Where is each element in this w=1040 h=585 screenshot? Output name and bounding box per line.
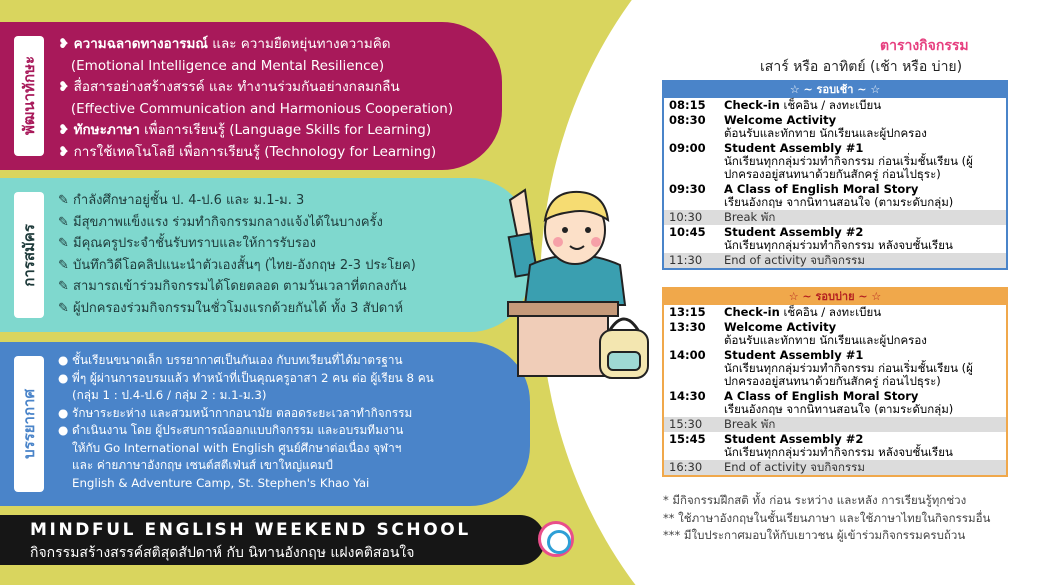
- schedule-time: 15:30: [669, 417, 703, 431]
- schedule-event-title: Check-in: [724, 98, 780, 112]
- list-item: และ ค่ายภาษาอังกฤษ เซนต์สตีเฟ่นส์ เขาใหญ่แคมป์: [72, 458, 333, 472]
- schedule-event: [724, 183, 1006, 209]
- list-item: ✎ ผู้ปกครองร่วมกิจกรรมในชั่วโมงแรกด้วยกันได้ ทั้ง 3 สัปดาห์: [58, 300, 404, 316]
- list-item: (กลุ่ม 1 : ป.4-ป.6 / กลุ่ม 2 : ม.1-ม.3): [72, 388, 267, 402]
- schedule-row: [664, 417, 1006, 432]
- list-item: ✎ สามารถเข้าร่วมกิจกรรมได้โดยตลอด ตามวันเวลาที่ตกลงกัน: [58, 279, 407, 294]
- schedule-event-title: A Class of English Moral Story: [724, 182, 919, 196]
- schedule-subtitle: เสาร์ หรือ อาทิตย์ (เช้า หรือ บ่าย): [760, 59, 963, 75]
- schedule-event: [724, 211, 1006, 224]
- list-item: ✎ กำลังศึกษาอยู่ชั้น ป. 4-ป.6 และ ม.1-ม. 3: [58, 193, 305, 208]
- schedule-event-desc: End of activity จบกิจกรรม: [724, 460, 865, 474]
- schedule-time: 08:30: [669, 113, 706, 127]
- schedule-event: [724, 306, 1006, 319]
- schedule-event-desc: เช็คอิน / ลงทะเบียน: [779, 98, 882, 112]
- list-item: ✎ มีสุขภาพแข็งแรง ร่วมทำกิจกรรมกลางแจ้งได้ในบางครั้ง: [58, 214, 383, 230]
- schedule-event-desc: นักเรียนทุกกลุ่มร่วมทำกิจกรรม ก่อนเริ่มชั้นเรียน (ผู้ปกครองอยู่สนทนาด้วยกันสักครู่ ก่อนไปธุระ): [724, 154, 973, 181]
- skill-bold: ทักษะภาษา: [73, 122, 140, 138]
- schedule-event-desc: Break พัก: [724, 210, 776, 224]
- atmosphere-tab: [14, 356, 44, 492]
- schedule-event-desc: นักเรียนทุกกลุ่มร่วมทำกิจกรรม ก่อนเริ่มชั้นเรียน (ผู้ปกครองอยู่สนทนาด้วยกันสักครู่ ก่อนไปธุระ): [724, 361, 973, 388]
- schedule-event-desc: นักเรียนทุกกลุ่มร่วมทำกิจกรรม หลังจบชั้นเรียน: [724, 445, 953, 459]
- schedule-time: 10:45: [669, 225, 706, 239]
- atmosphere-tab-label: บรรยากาศ: [20, 389, 38, 459]
- list-item: ❥ การใช้เทคโนโลยี เพื่อการเรียนรู้ (Technology for Learning): [58, 143, 437, 160]
- skills-tab: [14, 36, 44, 156]
- schedule-event: [724, 461, 1006, 474]
- schedule-event-title: Student Assembly #1: [724, 348, 864, 362]
- schedule-event-desc: เรียนอังกฤษ จากนิทานสอนใจ (ตามระดับกลุ่ม): [724, 402, 954, 416]
- skills-list: [58, 34, 462, 163]
- list-item: ❥ สื่อสารอย่างสร้างสรรค์ และ ทำงานร่วมกันอย่างกลมกลืน: [58, 79, 400, 95]
- schedule-event: [724, 142, 1006, 181]
- schedule-row: [664, 113, 1006, 141]
- skill-text: สื่อสารอย่างสร้างสรรค์ และ ทำงานร่วมกันอย่างกลมกลืน: [73, 79, 400, 95]
- schedule-time: 11:30: [669, 253, 703, 267]
- schedule-time: 09:30: [669, 182, 706, 196]
- schedule-row: [664, 253, 1006, 268]
- schedule-time: 13:30: [669, 320, 706, 334]
- schedule-event: [724, 99, 1006, 112]
- skill-bold: ความฉลาดทางอารมณ์: [73, 36, 208, 52]
- skills-tab-label: พัฒนาทักษะ: [20, 56, 38, 136]
- list-item: ให้กับ Go International with English ศูนย์ศึกษาต่อเนื่อง จุฬาฯ: [72, 440, 402, 455]
- schedule-event: [724, 114, 1006, 140]
- list-item: ❥ ทักษะภาษา เพื่อการเรียนรู้ (Language Skills for Learning): [58, 122, 432, 138]
- list-item: English & Adventure Camp, St. Stephen's Khao Yai: [72, 475, 370, 490]
- schedule-event-desc: Break พัก: [724, 417, 776, 431]
- schedule-event: [724, 418, 1006, 431]
- schedule-time: 16:30: [669, 460, 703, 474]
- schedule-title: ตารางกิจกรรม: [880, 38, 969, 54]
- morning-head: ☆ ~ รอบเช้า ~ ☆: [664, 82, 1006, 98]
- list-item: ✎ บันทึกวิดีโอคลิปแนะนำตัวเองสั้นๆ (ไทย-อังกฤษ 2-3 ประโยค): [58, 257, 416, 273]
- schedule-event-title: Check-in: [724, 305, 780, 319]
- atmosphere-list: [58, 352, 490, 492]
- apply-tab-label: การสมัคร: [20, 223, 38, 287]
- afternoon-head: ☆ ~ รอบบ่าย ~ ☆: [664, 289, 1006, 305]
- list-item: ● รักษาระยะห่าง และสวมหน้ากากอนามัย ตลอดระยะเวลาทำกิจกรรม: [58, 405, 413, 420]
- list-item: ● ชั้นเรียนขนาดเล็ก บรรยากาศเป็นกันเอง กับบทเรียนที่ได้มาตรฐาน: [58, 353, 403, 367]
- afternoon-schedule-table: [662, 287, 1008, 477]
- apply-tab: [14, 192, 44, 318]
- list-item: [58, 56, 462, 78]
- atmosphere-panel: [0, 342, 530, 506]
- list-item: ✎ มีคุณครูประจำชั้นรับทราบและให้การรับรอง: [58, 236, 316, 251]
- schedule-event: [724, 433, 1006, 459]
- morning-rows: [664, 98, 1006, 268]
- schedule-row: [664, 98, 1006, 113]
- skill-text: (Emotional Intelligence and Mental Resilience): [70, 57, 385, 74]
- schedule-event: [724, 226, 1006, 252]
- banner-title: MINDFUL ENGLISH WEEKEND SCHOOL: [30, 520, 471, 540]
- schedule-event-desc: เรียนอังกฤษ จากนิทานสอนใจ (ตามระดับกลุ่ม): [724, 195, 954, 209]
- footer-banner: [0, 515, 545, 565]
- school-logo-icon: [538, 521, 574, 557]
- skill-text: (Effective Communication and Harmonious Cooperation): [70, 100, 454, 117]
- schedule-notes: [663, 492, 990, 545]
- schedule-row: [664, 389, 1006, 417]
- schedule-time: 13:15: [669, 305, 706, 319]
- schedule-event-title: Welcome Activity: [724, 320, 837, 334]
- schedule-row: [664, 305, 1006, 320]
- schedule-event-desc: End of activity จบกิจกรรม: [724, 253, 865, 267]
- schedule-event: [724, 349, 1006, 388]
- note-line: * มีกิจกรรมฝึกสติ ทั้ง ก่อน ระหว่าง และหลัง การเรียนรู้ทุกช่วง: [663, 493, 967, 507]
- schedule-event-desc: ต้อนรับและทักทาย นักเรียนและผู้ปกครอง: [724, 126, 927, 140]
- schedule-time: 10:30: [669, 210, 703, 224]
- schedule-event-title: Student Assembly #2: [724, 432, 864, 446]
- note-line: ** ใช้ภาษาอังกฤษในชั้นเรียนภาษา และใช้ภาษาไทยในกิจกรรมอื่น: [663, 510, 991, 525]
- schedule-row: [664, 182, 1006, 210]
- schedule-event-title: Student Assembly #1: [724, 141, 864, 155]
- schedule-event-title: A Class of English Moral Story: [724, 389, 919, 403]
- afternoon-rows: [664, 305, 1006, 475]
- schedule-time: 08:15: [669, 98, 706, 112]
- schedule-row: [664, 460, 1006, 475]
- schedule-time: 09:00: [669, 141, 706, 155]
- schedule-time: 14:30: [669, 389, 706, 403]
- schedule-event: [724, 254, 1006, 267]
- list-item: ● พี่ๆ ผู้ผ่านการอบรมแล้ว ทำหน้าที่เป็นคุณครูอาสา 2 คน ต่อ ผู้เรียน 8 คน: [58, 370, 434, 385]
- schedule-event-desc: นักเรียนทุกกลุ่มร่วมทำกิจกรรม หลังจบชั้นเรียน: [724, 238, 953, 252]
- list-item: ❥ ความฉลาดทางอารมณ์ และ ความยืดหยุ่นทางความคิด: [58, 36, 391, 52]
- apply-panel: [0, 178, 530, 332]
- list-item: ● ดำเนินงาน โดย ผู้ประสบการณ์ออกแบบกิจกรรม และอบรมทีมงาน: [58, 423, 404, 437]
- schedule-row: [664, 210, 1006, 225]
- student-illustration: [490, 180, 660, 380]
- list-item: [58, 99, 462, 121]
- schedule-event: [724, 390, 1006, 416]
- banner-subtitle: กิจกรรมสร้างสรรค์สติสุดสัปดาห์ กับ นิทานอังกฤษ แฝงคติสอนใจ: [30, 545, 415, 561]
- skill-text: เพื่อการเรียนรู้ (Language Skills for Learning): [139, 122, 432, 138]
- apply-list: [58, 190, 490, 319]
- schedule-row: [664, 141, 1006, 182]
- skills-panel: [0, 22, 502, 170]
- schedule-event-desc: ต้อนรับและทักทาย นักเรียนและผู้ปกครอง: [724, 333, 927, 347]
- schedule-row: [664, 432, 1006, 460]
- schedule-event-title: Welcome Activity: [724, 113, 837, 127]
- schedule-row: [664, 320, 1006, 348]
- schedule-event-desc: เช็คอิน / ลงทะเบียน: [779, 305, 882, 319]
- schedule-event: [724, 321, 1006, 347]
- schedule-time: 14:00: [669, 348, 706, 362]
- note-line: *** มีใบประกาศมอบให้กับเยาวชน ผู้เข้าร่วมกิจกรรมครบถ้วน: [663, 528, 966, 542]
- skill-text: และ ความยืดหยุ่นทางความคิด: [207, 36, 391, 52]
- schedule-event-title: Student Assembly #2: [724, 225, 864, 239]
- morning-schedule-table: [662, 80, 1008, 270]
- skill-text: การใช้เทคโนโลยี เพื่อการเรียนรู้ (Technology for Learning): [73, 143, 437, 160]
- schedule-time: 15:45: [669, 432, 706, 446]
- schedule-row: [664, 348, 1006, 389]
- schedule-row: [664, 225, 1006, 253]
